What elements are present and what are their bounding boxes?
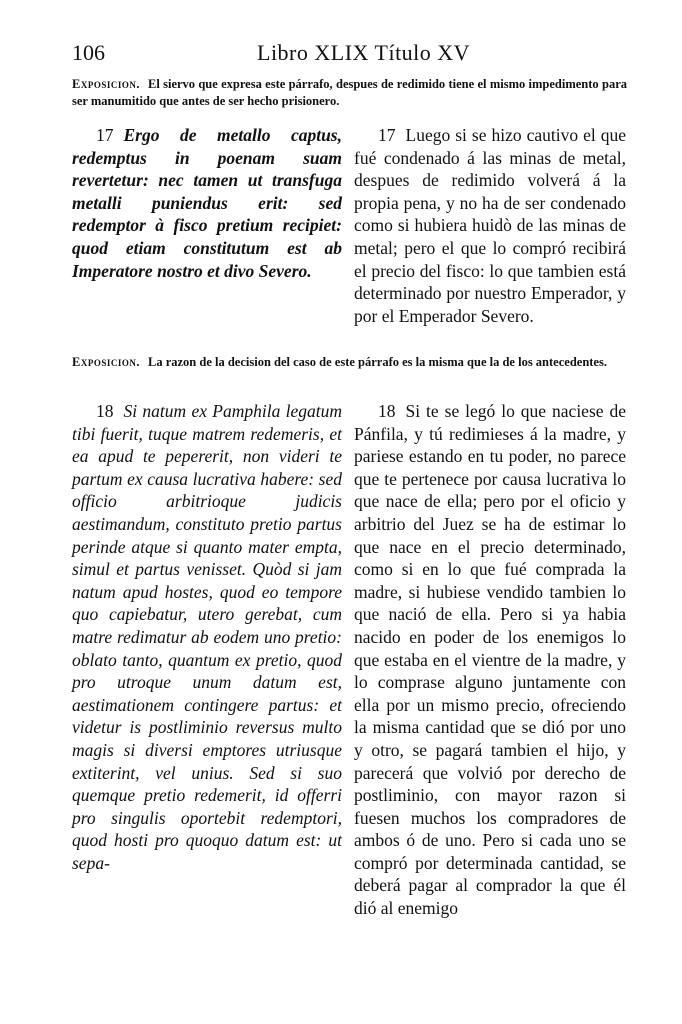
paragraph-number: 18 xyxy=(96,401,114,421)
page-header xyxy=(72,40,622,68)
exposicion-label: Exposicion. xyxy=(72,77,140,91)
paragraph-number: 17 xyxy=(378,125,396,145)
exposicion-note-2 xyxy=(72,354,627,371)
exposicion-note-1 xyxy=(72,76,627,110)
exposicion-text: La razon de la decision del caso de este párrafo es la misma que la de los antecedentes. xyxy=(147,355,607,369)
spanish-paragraph-18 xyxy=(354,400,626,920)
paragraph-number: 17 xyxy=(96,125,114,145)
exposicion-label: Exposicion. xyxy=(72,355,140,369)
latin-paragraph-18 xyxy=(72,400,342,874)
latin-text: Si natum ex Pamphila legatum tibi fuerit, tuque matrem redemeris, et ea apud te pepererit, non videri te partum ex causa lucrativa habere: sed officio arbitrioque judicis aestimandum, constituto pretio partus perinde atque si quanto mater empta, simul et partus venisset. Quòd si jam natum apud hostes, quod eo tempore quo capiebatur, utero gerebat, cum matre redimatur ab eodem uno pretio: oblato tanto, quantum ex pretio, quod pro utroque unum datum est, aestimationem contingere partus: et videtur is postliminio reversus multo magis si diversi emptores utriusque extiterint, vel unius. Sed si suo quemque pretio redemerit, id offerri pro singulis oportebit redemptori, quod hosti pro quoquo datum est: ut sepa- xyxy=(72,401,342,873)
spanish-paragraph-17 xyxy=(354,124,626,327)
page-number: 106 xyxy=(72,40,105,65)
exposicion-text: El siervo que expresa este párrafo, despues de redimido tiene el mismo impedimento para ser manumitido que antes de ser hecho prisionero. xyxy=(72,77,627,108)
latin-text: Ergo de metallo captus, redemptus in poenam suam revertetur: nec tamen ut transfuga metalli puniendus erit: sed redemptor à fisco pretium recipiet: quod etiam constitutum est ab Imperatore nostro et divo Severo. xyxy=(72,125,342,281)
latin-paragraph-17 xyxy=(72,124,342,282)
running-title: Libro XLIX Título XV xyxy=(257,40,471,65)
spanish-text: Luego si se hizo cautivo el que fué condenado á las minas de metal, despues de redimido volverá á la propia pena, y no ha de ser condenado como si hubiera huidò de las minas de metal; pero el que lo compró recibirá el precio del fisco: lo que tambien está determinado por nuestro Emperador, y por el Emperador Severo. xyxy=(354,125,626,326)
spanish-text: Si te se legó lo que naciese de Pánfila, y tú redimieses á la madre, y pariese estando en tu poder, no parece que te pertenece por causa lucrativa lo que nace de ella; pero por el oficio y arbitrio del Juez se ha de estimar lo que nace en el precio determinado, como si en lo que fué comprada la madre, si hubiese vendido tambien lo que nació de ella. Pero si ya habia nacido en poder de los enemigos lo que estaba en el vientre de la madre, y lo comprase alguno juntamente con ella por un mismo precio, ofreciendo la misma cantidad que se dió por uno y otro, se pagará tambien el hijo, y parecerá que volvió por derecho de postliminio, con mayor razon si fuesen muchos los compradores de ambos ó de uno. Pero si cada uno se compró por determinada cantidad, se deberá pagar al comprador la que él dió al enemigo xyxy=(354,401,626,919)
paragraph-number: 18 xyxy=(378,401,396,421)
